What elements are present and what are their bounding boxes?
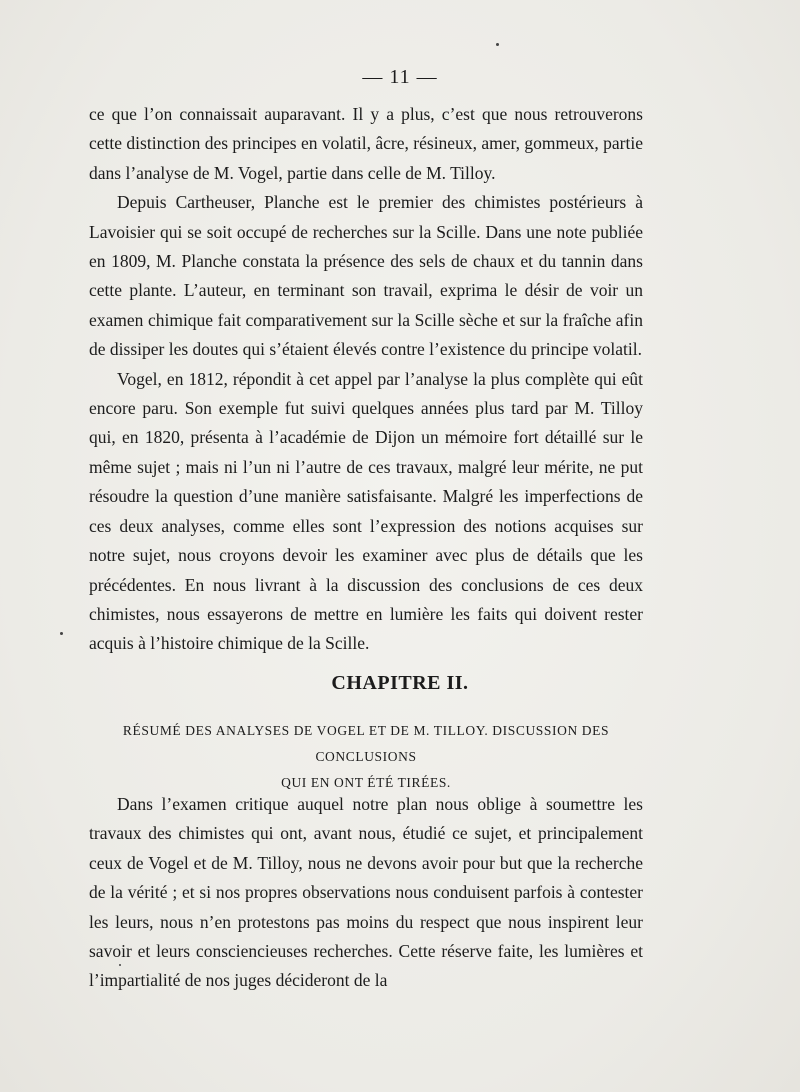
body-text (89, 100, 643, 659)
ink-speck (60, 632, 63, 635)
chapter-subtitle (89, 718, 643, 796)
page-number: — 11 — (362, 66, 438, 88)
paragraph-vogel: Vogel, en 1812, répondit à cet appel par l’analyse la plus complète qui eût encore paru. Son exemple fut suivi quelques années plus tard par M. Tilloy qui, en 1820, présenta à l’académie de Dijon un mémoire fort détaillé sur le même sujet ; mais ni l’un ni l’autre de ces travaux, malgré leur mérite, ne put résoudre la question d’une manière satisfaisante. Malgré les imperfections de ces deux analyses, comme elles sont l’expression des notions acquises sur notre sujet, nous croyons devoir les examiner avec plus de détails que les précédentes. En nous livrant à la discussion des conclusions de ces deux chimistes, nous essayerons de mettre en lumière les faits qui doivent rester acquis à l’histoire chimique de la Scille. (89, 368, 643, 654)
ink-speck (496, 43, 499, 46)
paragraph-planche: Depuis Cartheuser, Planche est le premier des chimistes postérieurs à Lavoisier qui se soit occupé de recherches sur la Scille. Dans une note publiée en 1809, M. Planche constata la présence des sels de chaux et du tannin dans cette plante. L’auteur, en terminant son travail, exprima le désir de voir un examen chimique fait comparativement sur la Scille sèche et sur la fraîche afin de dissiper les doutes qui s’étaient élevés contre l’existence du principe volatil. (89, 192, 643, 360)
ink-speck (119, 964, 121, 966)
chapter-subtitle-line-2: QUI EN ONT ÉTÉ TIRÉES. (281, 775, 451, 790)
paragraph-continued: ce que l’on connaissait auparavant. Il y a plus, c’est que nous retrouverons cette distinction des principes en volatil, âcre, résineux, amer, gommeux, partie dans l’analyse de M. Vogel, partie dans celle de M. Tilloy. (89, 104, 643, 183)
paragraph-examen: Dans l’examen critique auquel notre plan nous oblige à soumettre les travaux des chimistes qui ont, avant nous, étudié ce sujet, et principalement ceux de Vogel et de M. Tilloy, nous ne devons avoir pour but que la recherche de la vérité ; et si nos propres observations nous conduisent parfois à contester les leurs, nous n’en protestons pas moins du respect que nous inspirent leur savoir et leurs consciencieuses recherches. Cette réserve faite, les lumières et l’impartialité de nos juges décideront de la (89, 794, 643, 991)
chapter-title: CHAPITRE II. (331, 672, 469, 694)
chapter-subtitle-line-1: RÉSUMÉ DES ANALYSES DE VOGEL ET DE M. TILLOY. DISCUSSION DES CONCLUSIONS (122, 723, 610, 764)
chapter-text (89, 790, 643, 996)
